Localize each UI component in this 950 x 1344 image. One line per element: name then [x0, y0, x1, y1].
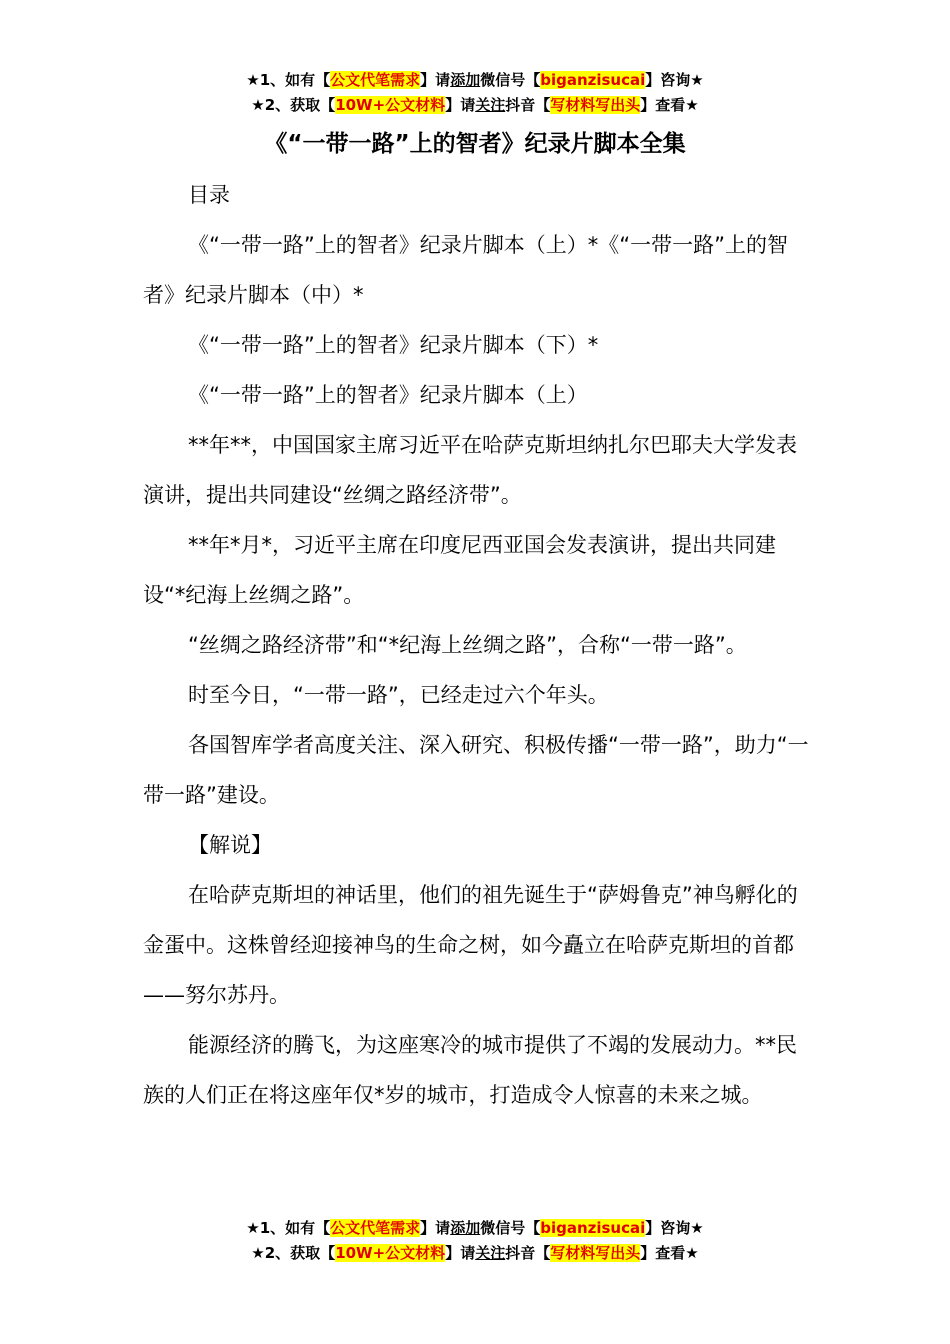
banner-text: 】请: [445, 96, 476, 114]
paragraph-toc-entry: 《“一带一路”上的智者》纪录片脚本（上）*《“一带一路”上的智者》纪录片脚本（中）*: [143, 233, 789, 307]
banner-text: 抖音【: [505, 96, 551, 114]
banner-text: 】咨询★: [645, 1219, 704, 1237]
banner-highlight: 10W+公文材料: [335, 1244, 446, 1262]
paragraph-toc-heading: 目录: [188, 183, 230, 207]
paragraph-label: 【解说】: [188, 833, 272, 857]
banner-underline: 添加: [450, 71, 481, 89]
banner-text: ★2、获取【: [251, 1244, 336, 1262]
banner-text: 微信号【: [480, 1219, 541, 1237]
paragraph-section-heading: 《“一带一路”上的智者》纪录片脚本（上）: [188, 383, 588, 407]
banner-highlight: 公文代笔需求: [330, 71, 421, 89]
banner-text: 】咨询★: [645, 71, 704, 89]
banner-underline: 关注: [475, 96, 506, 114]
paragraph: 能源经济的腾飞，为这座寒冷的城市提供了不竭的发展动力。**民族的人们正在将这座年仅*岁的城市，打造成令人惊喜的未来之城。: [143, 1033, 797, 1107]
paragraph-toc-entry: 《“一带一路”上的智者》纪录片脚本（下）*: [188, 333, 599, 357]
banner-highlight: 写材料写出头: [550, 1244, 641, 1262]
banner-line-2: [0, 1241, 950, 1266]
banner-text: ★2、获取【: [251, 96, 336, 114]
banner-text: 微信号【: [480, 71, 541, 89]
banner-highlight: biganzisucai: [540, 1219, 646, 1237]
banner-line-1: [0, 1216, 950, 1241]
document-body: [143, 170, 813, 1120]
banner-text: 】查看★: [640, 96, 699, 114]
banner-text: ★1、如有【: [246, 71, 331, 89]
paragraph: 各国智库学者高度关注、深入研究、积极传播“一带一路”，助力“一带一路”建设。: [143, 733, 809, 807]
banner-underline: 关注: [475, 1244, 506, 1262]
banner-highlight: 10W+公文材料: [335, 96, 446, 114]
banner-highlight: 公文代笔需求: [330, 1219, 421, 1237]
document-title: 《“一带一路”上的智者》纪录片脚本全集: [264, 131, 686, 157]
paragraph: 在哈萨克斯坦的神话里，他们的祖先诞生于“萨姆鲁克”神鸟孵化的金蛋中。这株曾经迎接神鸟的生命之树，如今矗立在哈萨克斯坦的首都——努尔苏丹。: [143, 883, 798, 1007]
banner-text: 】查看★: [640, 1244, 699, 1262]
banner-line-1: [0, 68, 950, 93]
banner-highlight: 写材料写出头: [550, 96, 641, 114]
banner-line-2: [0, 93, 950, 118]
banner-text: 】请: [420, 1219, 451, 1237]
banner-text: ★1、如有【: [246, 1219, 331, 1237]
banner-text: 】请: [420, 71, 451, 89]
banner-highlight: biganzisucai: [540, 71, 646, 89]
banner-underline: 添加: [450, 1219, 481, 1237]
paragraph: **年**，中国国家主席习近平在哈萨克斯坦纳扎尔巴耶夫大学发表演讲，提出共同建设“丝绸之路经济带”。: [143, 433, 797, 507]
banner-text: 】请: [445, 1244, 476, 1262]
footer-banner: [0, 1216, 950, 1266]
banner-text: 抖音【: [505, 1244, 551, 1262]
paragraph: 时至今日，“一带一路”，已经走过六个年头。: [188, 683, 609, 707]
paragraph: **年*月*，习近平主席在印度尼西亚国会发表演讲，提出共同建设“*纪海上丝绸之路”。: [143, 533, 776, 607]
header-banner: [0, 68, 950, 118]
paragraph: “丝绸之路经济带”和“*纪海上丝绸之路”，合称“一带一路”。: [188, 633, 747, 657]
